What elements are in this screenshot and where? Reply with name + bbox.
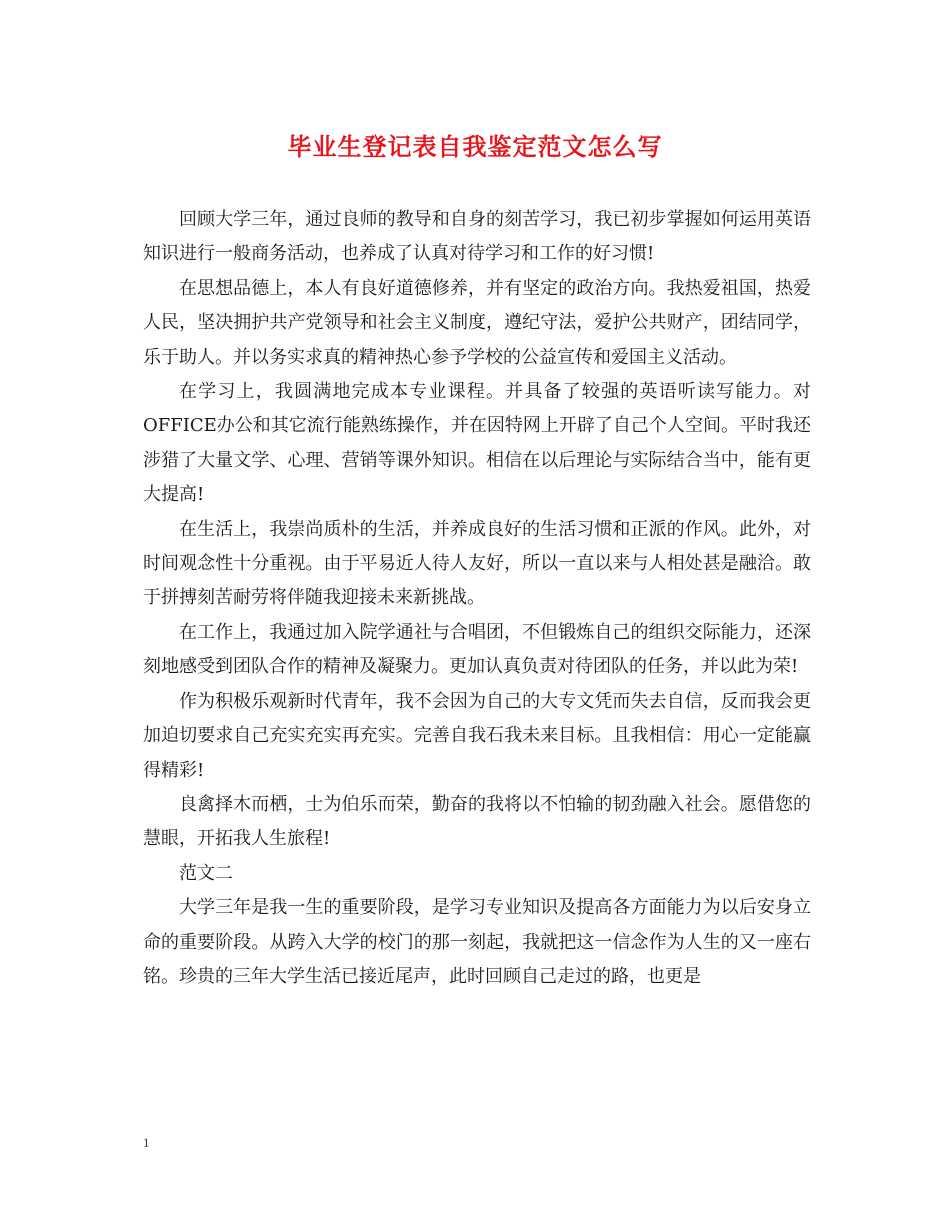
paragraph: 回顾大学三年，通过良师的教导和自身的刻苦学习，我已初步掌握如何运用英语知识进行一般商务活动，也养成了认真对待学习和工作的好习惯! bbox=[143, 209, 811, 265]
paragraph: 在工作上，我通过加入院学通社与合唱团，不但锻炼自己的组织交际能力，还深刻地感受到团队合作的精神及凝聚力。更加认真负责对待团队的任务，并以此为荣! bbox=[143, 621, 811, 678]
paragraph: 在生活上，我崇尚质朴的生活，并养成良好的生活习惯和正派的作风。此外，对时间观念性十分重视。由于平易近人待人友好，所以一直以来与人相处甚是融洽。敢于拼搏刻苦耐劳将伴随我迎接未来新挑战。 bbox=[143, 518, 811, 609]
document-body bbox=[143, 203, 811, 994]
page-number: 1 bbox=[143, 1135, 150, 1150]
paragraph: 良禽择木而栖，士为伯乐而荣，勤奋的我将以不怕输的韧劲融入社会。愿借您的慧眼，开拓我人生旅程! bbox=[143, 793, 811, 850]
paragraph: 作为积极乐观新时代青年，我不会因为自己的大专文凭而失去自信，反而我会更加迫切要求自己充实充实再充实。完善自我石我未来目标。且我相信：用心一定能赢得精彩! bbox=[143, 690, 811, 781]
paragraph: 在学习上，我圆满地完成本专业课程。并具备了较强的英语听读写能力。对OFFICE办公和其它流行能熟练操作，并在因特网上开辟了自己个人空间。平时我还涉猎了大量文学、心理、营销等课外知识。相信在以后理论与实际结合当中，能有更大提高! bbox=[143, 381, 811, 506]
paragraph: 在思想品德上，本人有良好道德修养，并有坚定的政治方向。我热爱祖国，热爱人民，坚决拥护共产党领导和社会主义制度，遵纪守法，爱护公共财产，团结同学，乐于助人。并以务实求真的精神热心参予学校的公益宣传和爱国主义活动。 bbox=[143, 277, 811, 368]
paragraph: 大学三年是我一生的重要阶段，是学习专业知识及提高各方面能力为以后安身立命的重要阶段。从跨入大学的校门的那一刻起，我就把这一信念作为人生的又一座右铭。珍贵的三年大学生活已接近尾声，此时回顾自己走过的路，也更是 bbox=[143, 897, 811, 987]
section-heading: 范文二 bbox=[179, 862, 233, 884]
document-title: 毕业生登记表自我鉴定范文怎么写 bbox=[287, 132, 663, 161]
